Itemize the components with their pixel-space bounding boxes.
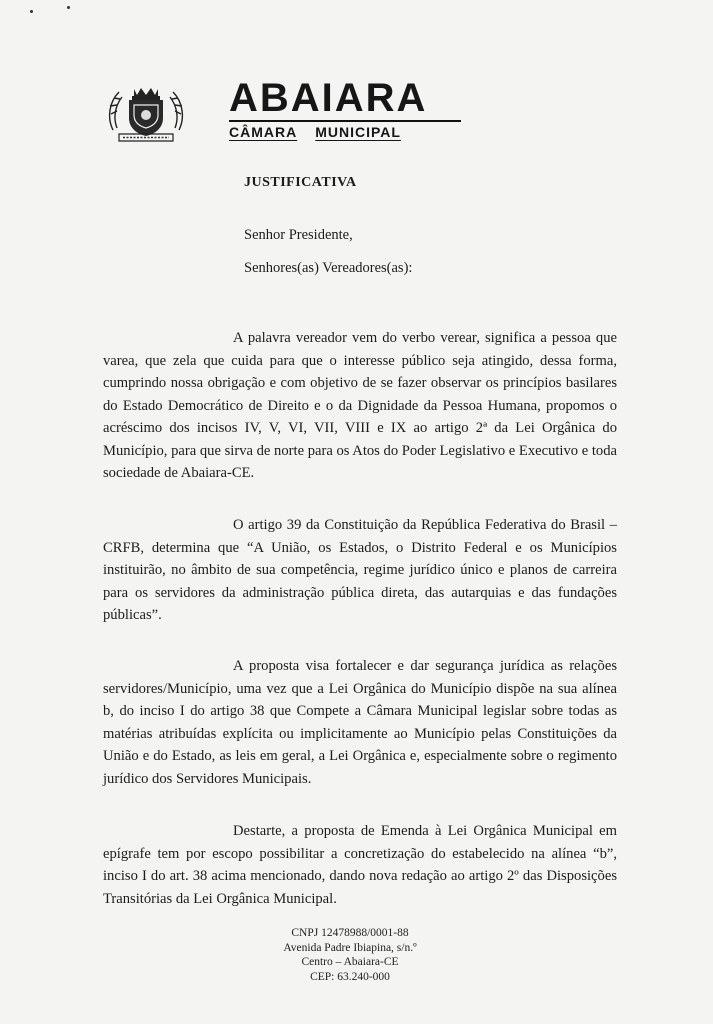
paragraph xyxy=(103,655,617,790)
footer-address xyxy=(230,926,470,984)
paragraph-text: A palavra vereador vem do verbo verear, significa a pessoa que varea, que zela que cuida para que o interesse público seja atingido, dessa forma, cumprindo nossa obrigação e com objetivo de se fazer observar os princípios basilares do Estado Democrático de Direito e o da Dignidade da Pessoa Humana, propomos o acréscimo dos incisos IV, V, VI, VII, VIII e IX ao artigo 2ª da Lei Orgânica do Município, para que sirva de norte para os Atos do Poder Legislativo e Executivo e toda sociedade de Abaiara-CE. xyxy=(103,330,617,481)
brand-block xyxy=(229,76,428,140)
coat-of-arms-icon xyxy=(105,84,187,146)
footer-district: Centro – Abaiara-CE xyxy=(301,956,399,968)
paragraph-text: Destarte, a proposta de Emenda à Lei Orgânica Municipal em epígrafe tem por escopo possibilitar a concretização do estabelecido na alínea “b”, inciso I do art. 38 acima mencionado, dando nova redação ao artigo 2º das Disposições Transitórias da Lei Orgânica Municipal. xyxy=(103,823,617,907)
letterhead-rule xyxy=(229,120,461,122)
paragraph xyxy=(103,820,617,910)
scan-speck xyxy=(30,10,33,13)
paragraph-text: A proposta visa fortalecer e dar segurança jurídica as relações servidores/Município, uma vez que a Lei Orgânica do Município dispõe na sua alínea b, do inciso I do artigo 38 que Compete a Câmara Municipal legislar sobre todas as matérias atribuídas explícita ou implicitamente ao Município pelas Constituições da União e do Estado, as leis em geral, a Lei Orgânica e, especialmente sobre o regimento jurídico dos Servidores Municipais. xyxy=(103,658,617,787)
salutation-president: Senhor Presidente, xyxy=(244,227,353,243)
scan-speck xyxy=(67,6,70,9)
letterhead-subtitle-word: MUNICIPAL xyxy=(315,124,401,140)
letterhead-subtitle xyxy=(229,124,401,140)
paragraph-text: O artigo 39 da Constituição da República Federativa do Brasil – CRFB, determina que “A União, os Estados, o Distrito Federal e os Municípios instituirão, no âmbito de sua competência, regime jurídico único e planos de carreira para os servidores da administração pública direta, das autarquias e das fundações públicas”. xyxy=(103,517,617,623)
letterhead xyxy=(105,78,475,148)
letterhead-title: ABAIARA xyxy=(229,76,428,120)
salutation-councilors: Senhores(as) Vereadores(as): xyxy=(244,260,413,276)
paragraph xyxy=(103,327,617,485)
document-heading: JUSTIFICATIVA xyxy=(244,175,357,190)
paragraph xyxy=(103,514,617,627)
footer-cep: CEP: 63.240-000 xyxy=(310,970,390,983)
footer-street: Avenida Padre Ibiapina, s/n.º xyxy=(283,941,417,954)
letterhead-subtitle-word: CÂMARA xyxy=(229,124,298,140)
footer-cnpj: CNPJ 12478988/0001-88 xyxy=(291,927,409,939)
